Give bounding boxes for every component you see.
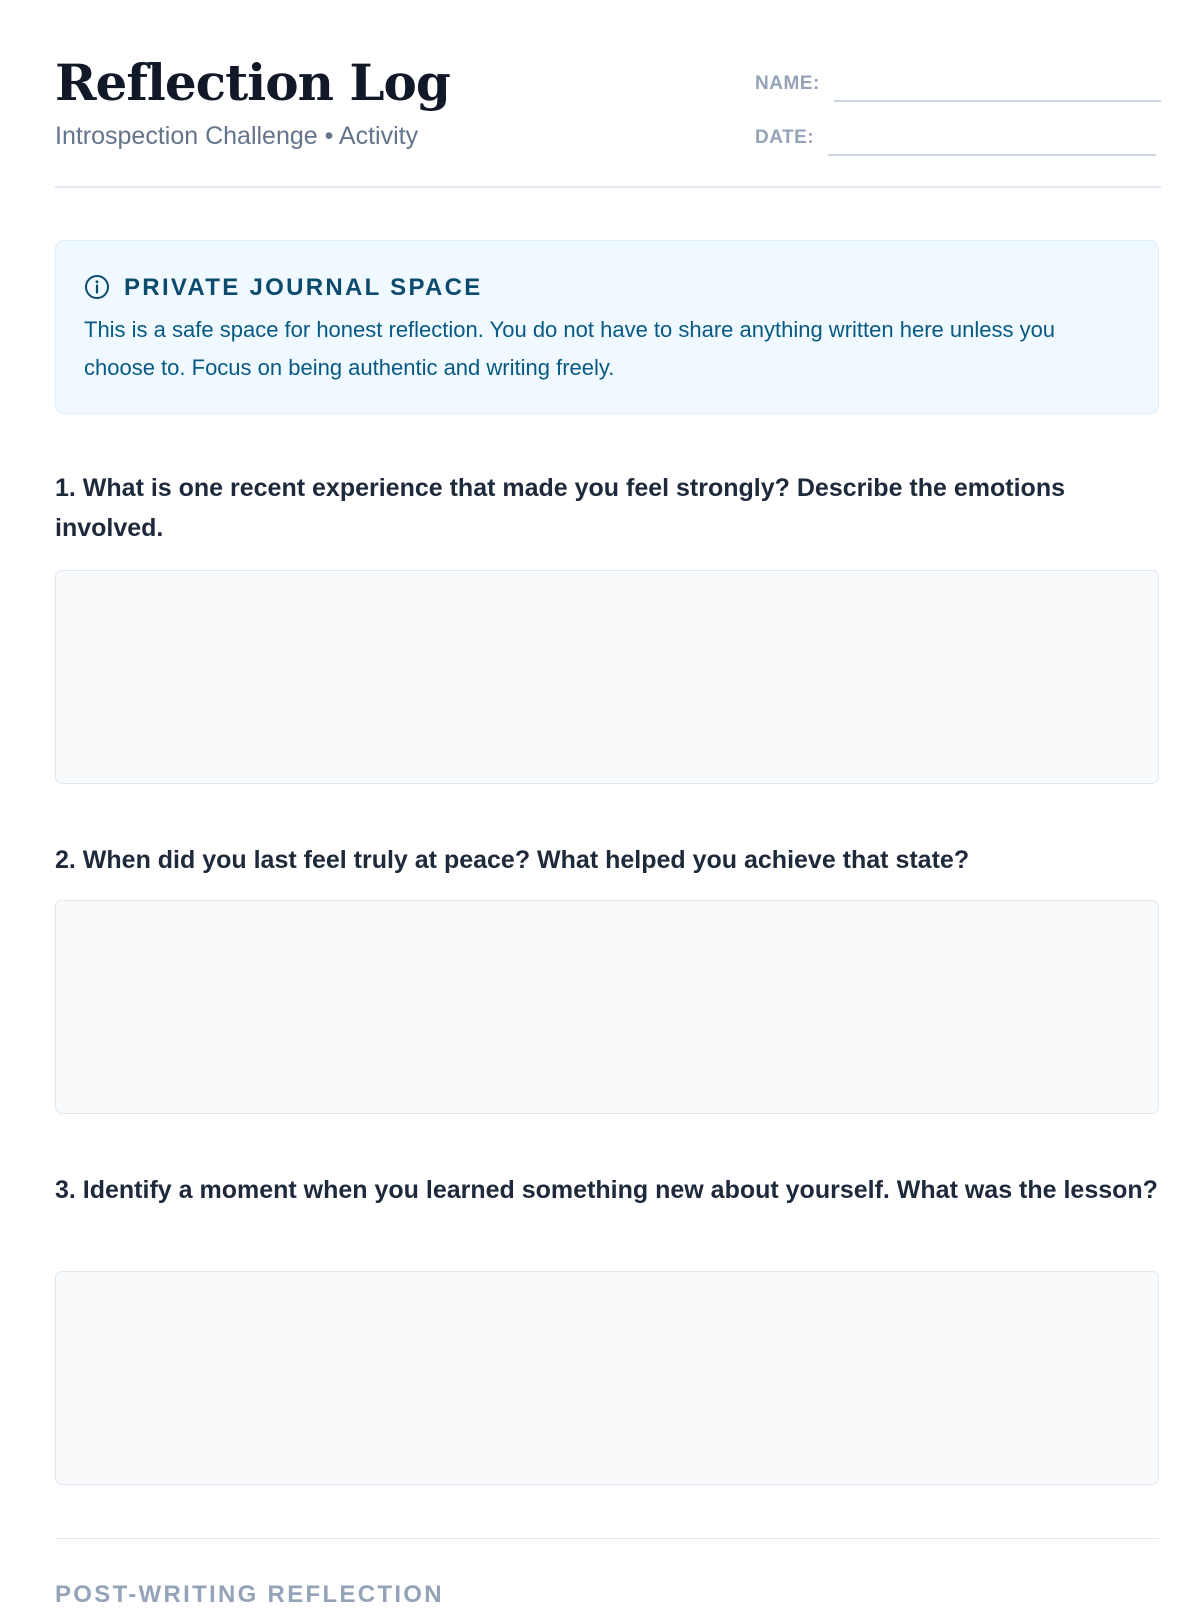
- date-label: DATE:: [755, 127, 815, 148]
- notice-text: This is a safe space for honest reflection. You do not have to share anything written here unless you choose to. Focus on being authentic and writing freely.: [84, 317, 1056, 380]
- question-2: 2. When did you last feel truly at peace? What helped you achieve that state?: [55, 846, 970, 874]
- name-label: NAME:: [755, 73, 820, 94]
- date-field[interactable]: [828, 116, 1156, 156]
- private-journal-notice: [55, 240, 1159, 414]
- answer-3-textarea[interactable]: [55, 1271, 1159, 1485]
- post-writing-reflection-heading: POST-WRITING REFLECTION: [55, 1581, 444, 1608]
- name-field-row: [755, 62, 1161, 102]
- date-field-row: [755, 116, 1156, 156]
- answer-2-textarea[interactable]: [55, 900, 1159, 1114]
- worksheet-header: [55, 0, 1161, 188]
- answer-1-textarea[interactable]: [55, 570, 1159, 784]
- info-icon: [84, 274, 110, 300]
- section-divider: [55, 1538, 1159, 1539]
- question-3: 3. Identify a moment when you learned something new about yourself. What was the lesson?: [55, 1176, 1158, 1204]
- page-subtitle: Introspection Challenge • Activity: [55, 122, 419, 150]
- worksheet-page: [55, 0, 1161, 1608]
- notice-title: PRIVATE JOURNAL SPACE: [124, 274, 483, 301]
- name-field[interactable]: [834, 62, 1161, 102]
- page-title: Reflection Log: [55, 53, 450, 112]
- question-1: 1. What is one recent experience that made you feel strongly? Describe the emotions involved.: [55, 474, 1065, 542]
